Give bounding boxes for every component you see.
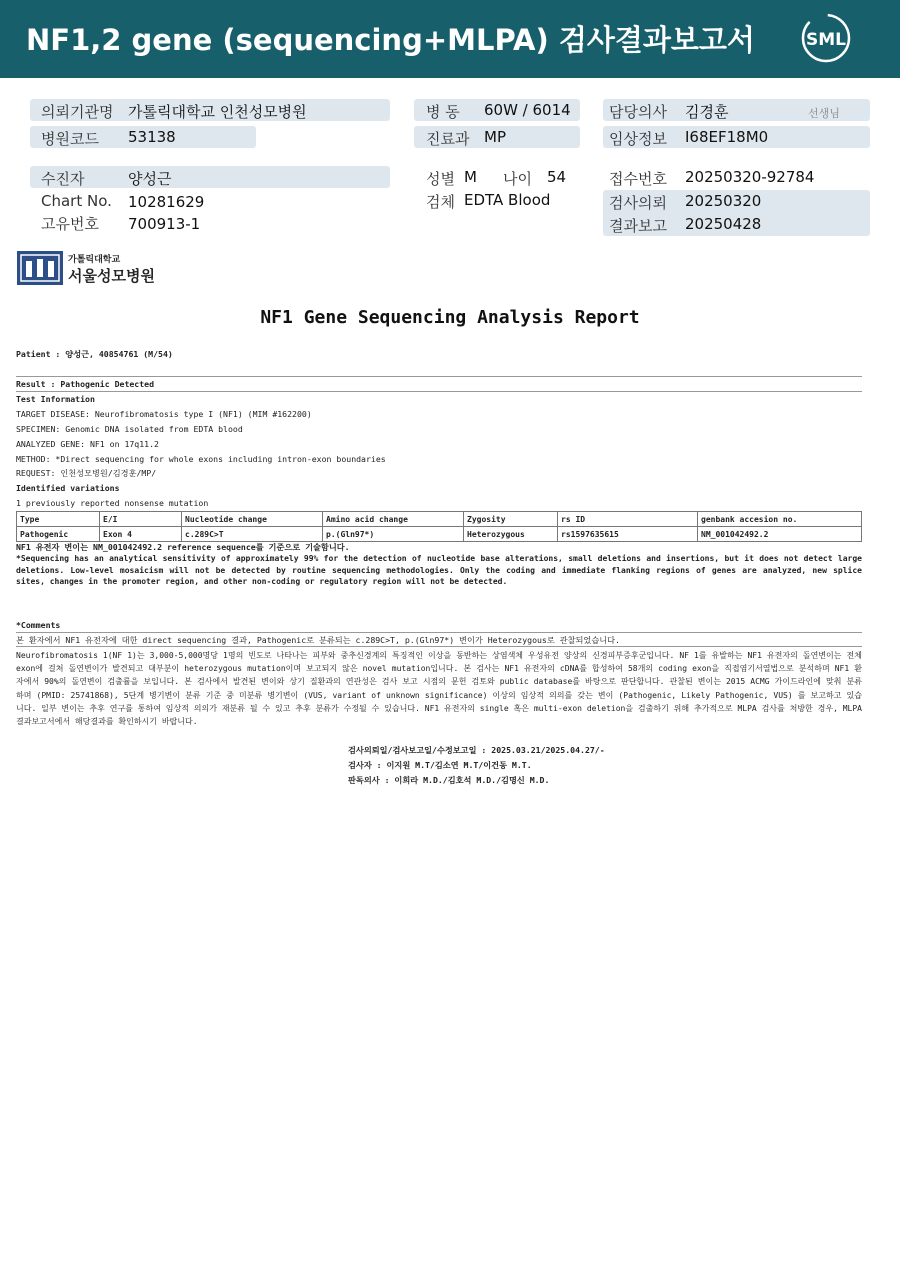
identified-desc: 1 previously reported nonsense mutation [16,498,209,508]
hospital-code-label: 병원코드 [41,130,99,148]
result-line: Result : Pathogenic Detected [16,379,155,389]
specimen-line: SPECIMEN: Genomic DNA isolated from EDTA blood [16,424,243,434]
receipt-value: 20250320-92784 [685,168,815,186]
table-cell: Exon 4 [100,527,182,542]
target-disease: TARGET DISEASE: Neurofibromatosis type I (NF1) (MIM #162200) [16,409,312,419]
unique-value: 700913-1 [128,215,201,233]
table-header-cell: Zygosity [464,512,558,527]
hospital-code-value: 53138 [128,128,176,146]
age-label: 나이 [503,170,532,188]
comment-detail: Neurofibromatosis 1(NF 1)는 3,000-5,000명당 1명의 빈도로 나타나는 피부와 중추신경계의 특징적인 이상을 동반하는 상염색체 우성유전 양상의 신경피부증후군입니다. NF 1를 유발하는 NF1 유전자의 돌연변이는 전체 exon에 걸쳐 돌연변이가 발견되고 대부분이 heterozygous mutation이며 보고되지 않은 novel mutation입니다. 본 검사는 NF1 유전자의 cDNA를 합성하여 58개의 coding exon을 직접염기서열법으로 분석하며 NF1 환자에서 90%의 돌연변이 검출률을 보입니다. 본 검사에서 발견된 변이와 상기 질환과의 연관성은 검사 보고 시점의 문헌 검토와 public database를 바탕으로 판단합니다. 관찰된 변이는 2015 ACMG 가이드라인에 맞춰 분류하며 (PMID: 25741868), 5단계 병기변이 분류 기준 중 미분류 병기변이 (VUS, variant of unknown significance) 이상의 임상적 의의를 갖는 변이 (Pathogenic, Likely Pathogenic, VUS) 를 보고하고 있습니다. 일부 변이는 추후 연구를 통하여 임상적 의의가 재분류 될 수 있고 추후 분류가 수정될 수 있습니다. NF1 유전자의 single 혹은 multi-exon deletion을 검출하기 위해 추가적으로 MLPA 검사를 처방한 경우, MLPA 결과보고서에서 해당결과를 확인하시기 바랍니다. [16,651,862,727]
hospital-name-small: 가톨릭대학교 [68,255,121,265]
table-cell: Heterozygous [464,527,558,542]
reference-note: NF1 유전자 변이는 NM_001042492.2 reference sequence를 기준으로 기술함니다. [16,542,350,552]
table-header-row [17,512,862,527]
table-header-cell: rs ID [558,512,698,527]
test-info-heading: Test Information [16,394,95,404]
specimen-label: 검체 [426,193,455,211]
sml-logo [800,12,852,64]
request-label: 검사의뢰 [609,194,667,212]
report-dates: 검사의뢰일/검사보고일/수정보고일 : 2025.03.21/2025.04.27/- [348,745,605,755]
ward-value: 60W / 6014 [484,101,571,119]
divider [16,646,862,647]
report-date-label: 결과보고 [609,217,667,235]
comments-heading: *Comments [16,620,61,630]
patient-value: 양성근 [128,170,172,188]
request-line: REQUEST: 인천성모병원/김경훈/MP/ [16,468,157,478]
identified-heading: Identified variations [16,483,120,493]
table-header-cell: Amino acid change [323,512,464,527]
comment-summary: 본 환자에서 NF1 유전자에 대한 direct sequencing 결과, Pathogenic로 분류되는 c.289C>T, p.(Gln97*) 변이가 Heterozygous로 관찰되었습니다. [16,635,620,645]
divider [16,376,862,377]
sex-label: 성별 [426,170,455,188]
table-cell: rs1597635615 [558,527,698,542]
chart-label: Chart No. [41,192,112,210]
hospital-name: 서울성모병원 [68,267,155,285]
method-line: METHOD: *Direct sequencing for whole exons including intron-exon boundaries [16,454,386,464]
table-cell: p.(Gln97*) [323,527,464,542]
patient-line: Patient : 양성근, 40854761 (M/54) [16,349,173,359]
report-title: NF1,2 gene (sequencing+MLPA) 검사결과보고서 [26,23,755,57]
ward-label: 병 동 [426,103,460,121]
table-header-cell: genbank accesion no. [698,512,862,527]
divider [16,632,862,633]
doctor-suffix: 선생님 [808,107,840,120]
svg-text:SML: SML [806,30,846,50]
patient-label: 수진자 [41,170,85,188]
request-value: 20250320 [685,192,762,210]
clinical-label: 임상정보 [609,130,667,148]
hospital-logo-icon [17,251,63,285]
doctor-label: 담당의사 [609,103,667,121]
table-cell: c.289C>T [182,527,323,542]
analyzed-gene: ANALYZED GENE: NF1 on 17q11.2 [16,439,159,449]
specimen-value: EDTA Blood [464,191,551,209]
table-header-cell: E/I [100,512,182,527]
chart-value: 10281629 [128,193,205,211]
table-cell: Pathogenic [17,527,100,542]
institution-label: 의뢰기관명 [41,103,114,121]
variation-table [16,511,862,542]
clinical-value: I68EF18M0 [685,128,769,146]
age-value: 54 [547,168,567,186]
report-date-value: 20250428 [685,215,762,233]
examiners: 검사자 : 이지원 M.T/김소연 M.T/이건동 M.T. [348,760,532,770]
physicians: 판독의사 : 이희라 M.D./김호석 M.D./김명신 M.D. [348,775,550,785]
table-row [17,527,862,542]
dept-label: 진료과 [426,130,470,148]
receipt-label: 접수번호 [609,170,667,188]
sensitivity-note: *Sequencing has an analytical sensitivity of approximately 99% for the detection of nucleotide base alterations, small deletions and insertions, but it does not detect large deletions. Low-level mosaicism will not be detected by routine sequencing methodologies. Only the coding and immediate flanking regions of genes are analyzed, new splice sites, changes in the promoter region, and other non-coding or regulatory region will not be detected. [16,554,862,586]
unique-label: 고유번호 [41,215,99,233]
table-cell: NM_001042492.2 [698,527,862,542]
sequencing-report-title: NF1 Gene Sequencing Analysis Report [260,307,640,328]
divider [16,391,862,392]
doctor-value: 김경훈 [685,103,729,121]
dept-value: MP [484,128,506,146]
institution-value: 가톨릭대학교 인천성모병원 [128,103,307,121]
table-header-cell: Nucleotide change [182,512,323,527]
sex-value: M [464,168,477,186]
header-bar [0,0,900,78]
table-header-cell: Type [17,512,100,527]
